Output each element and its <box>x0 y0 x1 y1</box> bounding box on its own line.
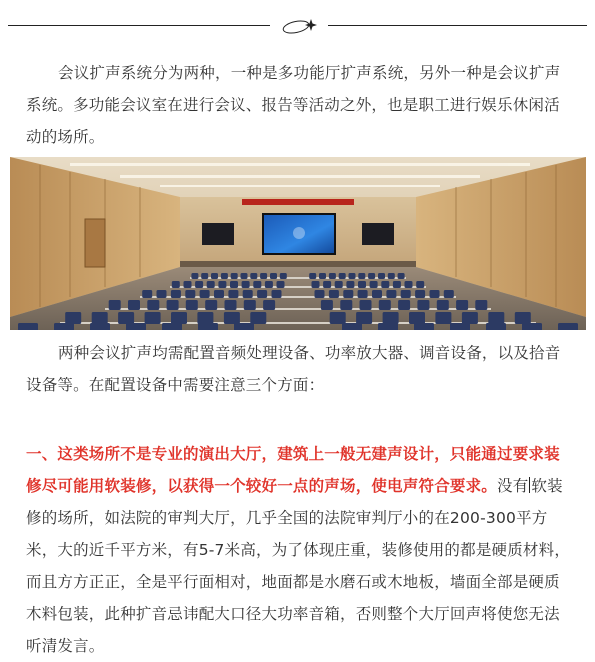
chair <box>329 273 336 279</box>
chair <box>225 300 237 310</box>
chair <box>260 273 267 279</box>
chair <box>379 300 391 310</box>
point-one-body-start: 没有 <box>497 477 529 495</box>
chair <box>430 290 440 298</box>
chair <box>398 300 410 310</box>
chair <box>250 312 266 324</box>
chair <box>205 300 217 310</box>
chair <box>329 290 339 298</box>
chair <box>90 323 110 330</box>
chair <box>405 281 413 288</box>
chair <box>54 323 74 330</box>
chair <box>244 300 256 310</box>
chair <box>109 300 121 310</box>
chair <box>319 273 326 279</box>
chair <box>417 300 429 310</box>
chair <box>167 300 179 310</box>
chair <box>218 281 226 288</box>
chair <box>172 281 180 288</box>
chair <box>414 323 434 330</box>
chair <box>221 273 228 279</box>
chair <box>342 323 362 330</box>
oval-sparkle-icon <box>278 18 322 34</box>
chair <box>349 273 356 279</box>
chair <box>147 300 159 310</box>
chair <box>185 290 195 298</box>
section-divider <box>8 18 587 34</box>
chair <box>368 273 375 279</box>
chair <box>265 281 273 288</box>
divider-line-right <box>328 25 587 26</box>
chair <box>456 300 468 310</box>
chair <box>488 312 504 324</box>
conference-hall-photo <box>10 157 586 330</box>
chair <box>398 273 405 279</box>
chair <box>388 273 395 279</box>
chair <box>515 312 531 324</box>
chair <box>234 323 254 330</box>
point-one-paragraph <box>26 438 571 662</box>
chair <box>416 281 424 288</box>
chair <box>241 273 248 279</box>
intro-paragraph <box>26 57 571 153</box>
chair <box>128 300 140 310</box>
chair <box>201 273 208 279</box>
chair <box>321 300 333 310</box>
chair <box>339 273 346 279</box>
chair <box>126 323 146 330</box>
chair <box>200 290 210 298</box>
chair <box>171 312 187 324</box>
chair <box>242 281 250 288</box>
chair <box>207 281 215 288</box>
chair <box>280 273 287 279</box>
chair <box>315 290 325 298</box>
chair <box>381 281 389 288</box>
chair <box>386 290 396 298</box>
chair <box>486 323 506 330</box>
chair <box>475 300 487 310</box>
chair <box>360 300 372 310</box>
equipment-paragraph <box>26 337 571 401</box>
chair <box>272 290 282 298</box>
chair <box>558 323 578 330</box>
chair <box>253 281 261 288</box>
chair <box>270 273 277 279</box>
chair <box>228 290 238 298</box>
chair <box>358 290 368 298</box>
chair <box>309 273 316 279</box>
chair <box>330 312 346 324</box>
chair <box>346 281 354 288</box>
chair <box>214 290 224 298</box>
chair <box>243 290 253 298</box>
chair <box>323 281 331 288</box>
chair <box>186 300 198 310</box>
chair <box>198 323 218 330</box>
chair <box>462 312 478 324</box>
chair <box>118 312 134 324</box>
intro-text: 会议扩声系统分为两种，一种是多功能厅扩声系统，另外一种是会议扩声系统。多功能会议室在进行会议、报告等活动之外，也是职工进行娱乐休闲活动的场所。 <box>26 64 561 146</box>
chair <box>444 290 454 298</box>
chair <box>378 273 385 279</box>
chair <box>435 312 451 324</box>
chair <box>191 273 198 279</box>
chair <box>343 290 353 298</box>
chair <box>142 290 152 298</box>
chair <box>171 290 181 298</box>
chair <box>356 312 372 324</box>
chair <box>277 281 285 288</box>
chair <box>437 300 449 310</box>
chair <box>383 312 399 324</box>
chair <box>157 290 167 298</box>
point-one-body: 软装修的场所，如法院的审判大厅，几乎全国的法院审判厅小的在200-300平方米，大的近千平方米，有5-7米高，为了体现庄重，装修使用的都是硬质材料，而且方方正正，全是平行面相对，地面都是水磨石或木地板，墙面全部是硬质木料包装，此种扩音忌讳配大口径大功率音箱，否则整个大厅回声将使您无法听清发言。 <box>26 477 571 655</box>
chair <box>18 323 38 330</box>
chair <box>340 300 352 310</box>
chair <box>257 290 267 298</box>
chair <box>263 300 275 310</box>
chair <box>401 290 411 298</box>
chair <box>378 323 398 330</box>
chair <box>162 323 182 330</box>
chair <box>358 281 366 288</box>
chair <box>230 281 238 288</box>
chair <box>197 312 213 324</box>
divider-line-left <box>8 25 270 26</box>
chair <box>65 312 81 324</box>
chair <box>370 281 378 288</box>
chair <box>92 312 108 324</box>
chair <box>145 312 161 324</box>
chair <box>195 281 203 288</box>
chair <box>372 290 382 298</box>
chair <box>415 290 425 298</box>
point-one-highlight: 一、这类场所不是专业的演出大厅，建筑上一般无建声设计，只能通过要求装修尽可能用软装修，以获得一个较好一点的声场，使电声符合要求。 <box>26 445 560 495</box>
chair <box>224 312 240 324</box>
chair <box>409 312 425 324</box>
chair <box>211 273 218 279</box>
chair <box>450 323 470 330</box>
chair <box>184 281 192 288</box>
chair <box>250 273 257 279</box>
chair <box>312 281 320 288</box>
chair <box>335 281 343 288</box>
chair <box>522 323 542 330</box>
chair <box>358 273 365 279</box>
equipment-text: 两种会议扩声均需配置音频处理设备、功率放大器、调音设备，以及拾音设备等。在配置设备中需要注意三个方面： <box>26 344 561 394</box>
chair <box>231 273 238 279</box>
chair <box>393 281 401 288</box>
